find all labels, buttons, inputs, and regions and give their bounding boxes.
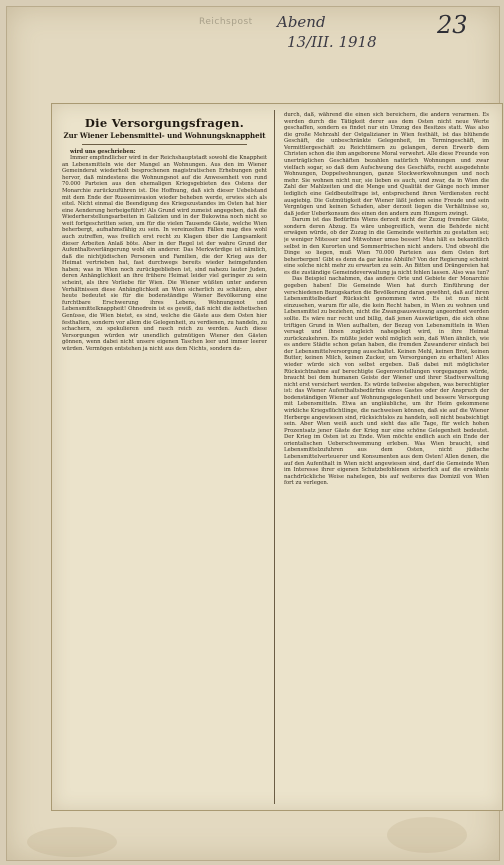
paper-stain (387, 817, 467, 853)
article-paragraph: Das Beispiel nachahmen, das andere Orte und Gebiete der Monarchie gegeben haben! Die Gemeinde Wien hat durch Einführung der verschiedenen Bezugskarten die Bevölkerung daran gewöhnt, daß auf ihren Lebensmittelbedarf Rücksicht genommen wird. Es ist nun nicht einzusehen, warum für alle, die kein Recht haben, in Wien zu wohnen und Lebensmittel zu beziehen, nicht die Zwangsausweisung angeordnet werden sollte. Es wäre nur recht und billig, daß jenen Auswärtigen, die sich ohne triftigen Grund in Wien aufhalten, der Bezug von Lebensmitteln in Wien versagt und ihnen zugleich nahegelegt wird, in ihre Heimat zurückzukehren. Es müßte jeder wohl möglich sein, daß Wien ähnlich, wie es andere Städte schon getan haben, die fremden Zuwanderer einfach bei der Lebensmittelversorgung ausschaltet. Keinen Mehl, keinen Brot, keinen Butter, keinen Milch, keinen Zucker, um Versorgungen zu erhalten! Alles wieder würde sich von selbst ergeben. Daß dabei mit möglichster Rücksichtnahme auf berechtigte Gegenvorstellungen vorgegangen würde, braucht bei dem humanen Geiste der Wiener und ihrer Stadtverwaltung nicht erst versichert werden. Es würde teilweise abgehen, was berechtigter ist: das Wiener Aufenthaltsbedürfnis eines Gastes oder der Anspruch der bodenständigen Wiener auf Wohnungsgelegenheit und bessere Versorgung mit Lebensmitteln. Etwa an ungläubliche, um ihr Heim gekommene wirkliche Kriegsflüchtlinge, die nachweisen können, daß sie auf die Wiener Herberge angewiesen sind, rücksichtslos zu handeln, soll nicht beabsichtigt sein. Aber Wien weiß auch und sieht das alle Tage, für welch hohen Prozentsatz jener Gäste der Krieg nur eine schöne Gelegenheit bedeutet. Der Krieg im Osten ist zu Ende. Wien möchte endlich auch ein Ende der orientalischen Ueberschwemmung erleben. Was Wien braucht, sind Lebensmittelzufuhren aus dem Osten, nicht jüdische Lebensmittelverteuerer und Konsumenten aus dem Osten! Allen denen, die auf den Aufenthalt in Wien nicht angewiesen sind, darf die Gemeinde Wien im Interesse ihrer eigenen Schutzbefohlenen sicherlich auf die erwähnte nachdrückliche Weise nahelegen, bis auf weiteres das Domizil von Wien fort zu verlegen. (284, 276, 489, 487)
handwritten-page-number: 23 (437, 11, 468, 39)
article-column-left (62, 112, 267, 804)
paper-stain (27, 827, 117, 857)
article-intro-line: wird uns geschrieben: (70, 148, 136, 155)
divider (82, 144, 247, 145)
newspaper-clipping (51, 103, 503, 811)
article-headline: Die Versorgungsfragen. (84, 116, 245, 130)
column-divider (274, 110, 275, 804)
article-subheadline: Zur Wiener Lebensmittel- und Wohnungsknappheit (63, 131, 266, 140)
handwritten-edition: Abend (277, 13, 326, 31)
newspaper-stamp: Reichspost (199, 17, 253, 27)
handwritten-date: 13/III. 1918 (287, 33, 377, 51)
article-paragraph: durch, daß, während die einen sich bereichern, die andern verarmen. Es werden durch die Tätigkeit derer aus dem Osten nicht neue Werte geschaffen, sondern es findet nur ein Umzug des Besitzes statt. Was also die große Mehrzahl der Ostgalizianer in Wien festhält, ist das blühende Geschäft, die unbeschränkte Gelegenheit, im Termingeschäft, im Vermittlergeschäft zu Reichtümern zu gelangen, deren Erwerb dem Christen schon die ihm angeborene Moral verwehrt. Alle diese Freunde von unerträglichen Geschäften bezahlen natürlich Wohnungen und zwar vielfach sogar, so daß dem Aufschwung des Geschäfts, recht ausgedehnte Wohnungen, Doppelwohnungen, ganze Stockwerkwohnungen und noch mehr. Sie wohnen nicht nur, sie lieben es auch, und zwar, da in Wien die Zahl der Mahlzeiten und die Menge und Qualität der Gänge noch immer lediglich eine Geldbeutelfrage ist, entsprechend ihren Verdiensten recht ausgiebig. Die Gutmütigkeit der Wiener läßt jedem seine Freude und sein Vergnügen und keinen Schaden, aber derzeit liegen die Verhältnisse so, daß jeder Ueberkonsum des einen den andern zum Hungern zwingt. (284, 112, 489, 217)
archive-sheet (6, 6, 500, 861)
article-paragraph: Darum ist das Bedürfnis Wiens derzeit nicht der Zuzug fremder Gäste, sondern deren Abzug. Es wäre unbegreiflich, wenn die Behörde nicht erwägen würde, ob der Zuzug in die Gemeinde weiterhin zu gestatten sei; je weniger Mitesser und Mitwohner umso besser! Man hält es bekanntlich selbst in den Kurorten und Sommerfrischen nicht anders. Und obwohl die Dinge so liegen, muß Wien 70.000 Parteien aus dem Osten fort beherbergen! Gibt es denn da gar keine Abhilfe? Von der Regierung scheint eine solche nicht mehr zu erwarten zu sein. An Bitten und Drängereien hat es die zuständige Gemeindeverwaltung ja nicht fehlen lassen. Also was tun? (284, 217, 489, 276)
article-column-right (284, 112, 489, 804)
article-paragraph: Immer empfindlicher wird in der Reichshauptstadt sowohl die Knappheit an Lebensmitteln wie der Mangel an Wohnungen. Aus den im Wiener Gemeinderat wiederholt besprochenen magistratischen Erhebungen geht hervor, daß mindestens die Wohnungsnot auf die Anwesenheit von rund 70.000 Parteien aus den ehemaligen Kriegsgebieten des Ostens der Monarchie zurückzuführen ist. Die Hoffnung, daß sich dieser Uebelstand mit dem Ende der Russeninvasion wieder beheben werde, erwies sich als eitel. Nicht einmal die Beendigung des Kriegszustandes im Osten hat hier eine Aenderung herbeigeführt! Als Grund wird zumeist angegeben, daß die Wiederherstellungsarbeiten in Galizien und in der Bukowina noch nicht so weit fortgeschritten seien, um für die vielen Tausende Gäste, welche Wien beherbergt, aufnahmsfähig zu sein. In vereinzelten Fällen mag dies wohl auch zutreffen, was freilich erst recht zu Klagen über die Langsamkeit dieser Arbeiten Anlaß böte. Aber in der Regel ist der wahre Grund der Aufenthaltsverlängerung wohl ein anderer. Das Merkwürdige ist nämlich, daß die nichtjüdischen Personen und Familien, die der Krieg aus der Heimat vertrieben hat, fast durchwegs bereits wieder heimgefunden haben; was in Wien noch zurückgeblieben ist, sind nahezu lauter Juden, deren Anhänglichkeit an ihre frühere Heimat leider viel geringer zu sein scheint, als ihre Vorliebe für Wien. Die Wiener wüßten unter anderen Verhältnissen diese Anhänglichkeit an Wien sicherlich zu schätzen, aber heute bedeutet sie für die bodenständige Wiener Bevölkerung eine furchtbare Erschwerung ihres Lebens, Wohnungsnot und Lebensmittelknappheit! Ohnedrein ist es gewiß, daß nicht die ästhetischen Genüsse, die Wien bietet, es sind, welche die Gäste aus dem Osten hier festhalten, sondern vor allem die Gelegenheit, zu verdienen, zu handeln, zu schachern, zu spekulieren und rasch reich zu werden. Auch diese Versorgungen würden wir unendlich gutmütigen Wiener den Gästen gönnen, wenn dabei nicht unsere eigenen Taschen leer und immer leerer würden. Vermögen entstehen ja nicht aus dem Nichts, sondern da- (62, 155, 267, 352)
